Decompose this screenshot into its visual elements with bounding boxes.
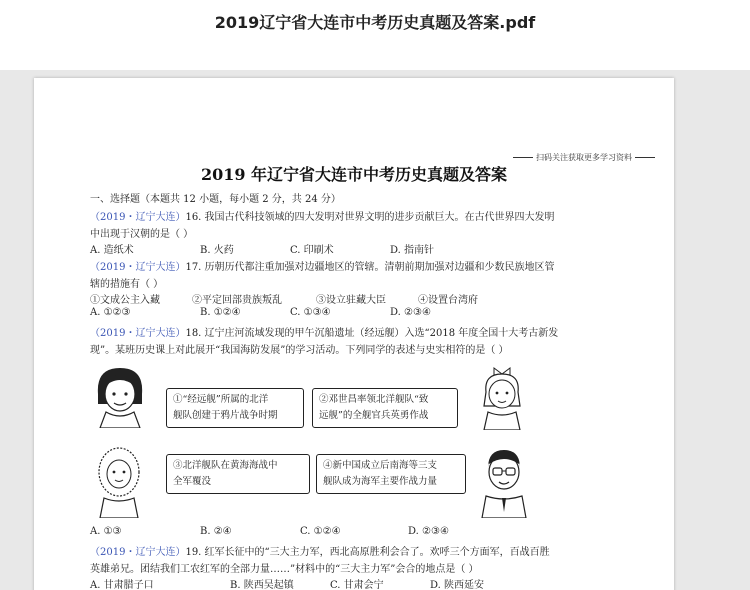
viewer-header [0, 0, 750, 70]
q18-line1 [90, 324, 558, 339]
pdf-page[interactable] [34, 78, 674, 590]
section-heading: 一、选择题（本题共 12 小题，每小题 2 分，共 24 分） [90, 194, 341, 205]
q19-option-b: B. 陕西吴起镇 [230, 580, 294, 590]
q19-text: 19. 红军长征中的“三大主力军，西北高原胜利会合了。欢呼三个方面军，百战百胜 [185, 547, 550, 558]
q17-line1 [90, 258, 555, 273]
q17-item-4: ④设置台湾府 [418, 295, 478, 306]
q18-source: （2019・辽宁大连） [90, 328, 186, 339]
bubble-2-line2: 远舰”的全舰官兵英勇作战 [319, 410, 429, 421]
student-figure-2 [474, 362, 530, 430]
q17-item-3: ③设立驻藏大臣 [316, 295, 386, 306]
q16-option-c: C. 印刷术 [290, 245, 334, 256]
bubble-1-line2: 舰队创建于鸦片战争时期 [173, 410, 278, 421]
q17-line2: 辖的措施有（ ） [90, 279, 164, 290]
q19-option-d: D. 陕西延安 [430, 580, 485, 590]
q18-option-a: A. ①③ [90, 526, 122, 537]
bubble-1-line1: ①“经远舰”所属的北洋 [173, 394, 269, 405]
q16-line2: 中出现于汉朝的是（ ） [90, 229, 194, 240]
paper-title: 2019 年辽宁省大连市中考历史真题及答案 [200, 165, 508, 184]
q18-option-b: B. ②④ [200, 526, 232, 537]
q18-line2: 现”。某班历史课上对此展开“我国海防发展”的学习活动。下列同学的表述与史实相符的是（ ） [90, 345, 509, 356]
q17-text: 17. 历朝历代都注重加强对边疆地区的管辖。清朝前期加强对边疆和少数民族地区管 [185, 262, 555, 273]
bubble-4-line2: 舰队成为海军主要作战力量 [323, 476, 438, 487]
q19-line2: 英雄弟兄。团结我们工农红军的全部力量……”材料中的“三大主力军”会合的地点是（ ） [90, 564, 479, 575]
statement-bubble-2 [312, 388, 458, 428]
q17-option-c: C. ①③④ [290, 307, 331, 318]
q19-option-a: A. 甘肃腊子口 [90, 580, 154, 590]
q16-text: 16. 我国古代科技领域的四大发明对世界文明的进步贡献巨大。在古代世界四大发明 [185, 212, 555, 223]
q18-option-c: C. ①②④ [300, 526, 341, 537]
q18-option-d: D. ②③④ [408, 526, 449, 537]
student-figure-4 [476, 442, 532, 518]
q19-source: （2019・辽宁大连） [90, 547, 186, 558]
statement-bubble-1 [166, 388, 304, 428]
q16-option-d: D. 指南针 [390, 245, 435, 256]
student-figure-3 [94, 442, 144, 518]
student-figure-1 [90, 364, 150, 428]
q16-source: （2019・辽宁大连） [90, 212, 186, 223]
q19-line1 [90, 543, 550, 558]
q17-option-b: B. ①②④ [200, 307, 241, 318]
statement-bubble-3 [166, 454, 310, 494]
q16-option-a: A. 造纸术 [90, 245, 134, 256]
q16-line1 [90, 208, 555, 223]
q17-item-2: ②平定回部贵族叛乱 [192, 295, 282, 306]
bubble-4-line1: ④新中国成立后南海等三支 [323, 460, 438, 471]
bubble-3-line2: 全军覆没 [173, 476, 212, 487]
q16-option-b: B. 火药 [200, 245, 234, 256]
q18-text: 18. 辽宁庄河流域发现的甲午沉船遗址（经远舰）入选“2018 年度全国十大考古新发 [185, 328, 559, 339]
bubble-3-line1: ③北洋舰队在黄海海战中 [173, 460, 278, 471]
statement-bubble-4 [316, 454, 466, 494]
q17-source: （2019・辽宁大连） [90, 262, 186, 273]
q17-option-d: D. ②③④ [390, 307, 431, 318]
file-title: 2019辽宁省大连市中考历史真题及答案.pdf [214, 13, 536, 32]
q17-item-1: ①文成公主入藏 [90, 295, 160, 306]
bubble-2-line1: ②邓世昌率领北洋舰队“致 [319, 394, 429, 405]
scan-note-text: 扫码关注获取更多学习资料 [536, 153, 632, 162]
q19-option-c: C. 甘肃会宁 [330, 580, 384, 590]
q17-option-a: A. ①②③ [90, 307, 131, 318]
